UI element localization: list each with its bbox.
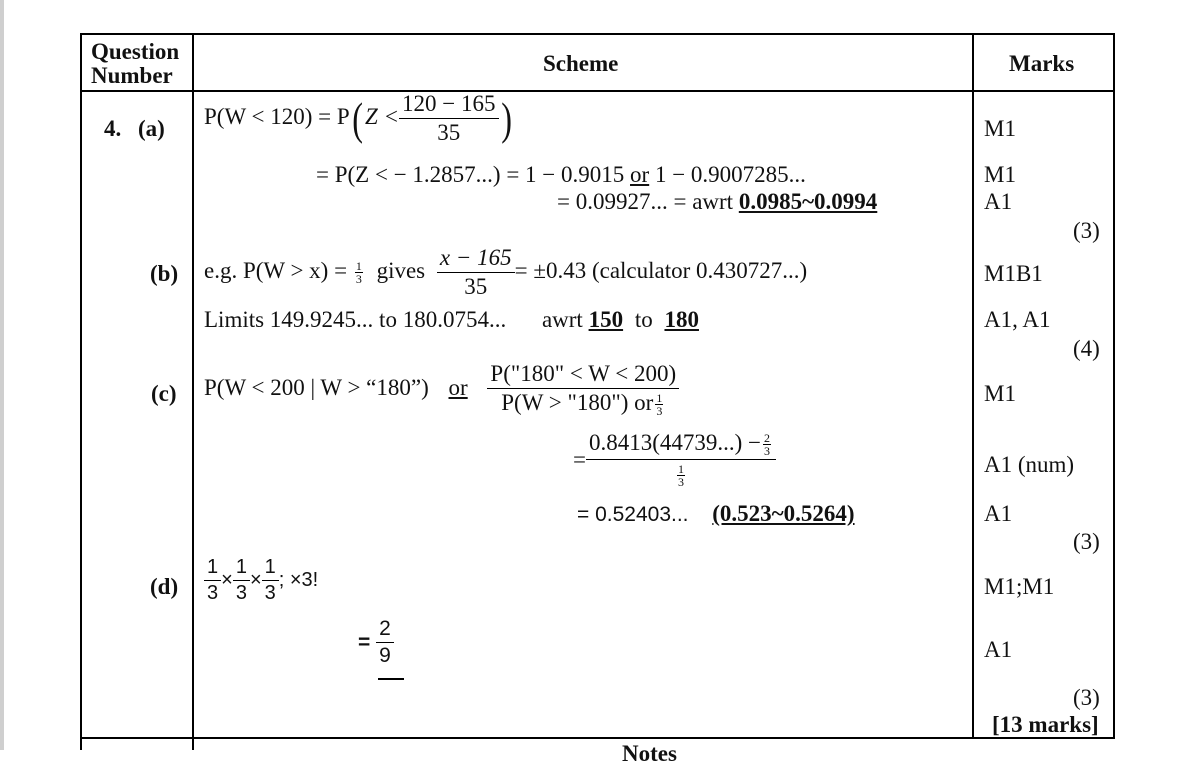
times-sign: × [221, 568, 233, 591]
column-divider-2 [972, 33, 974, 739]
two-thirds-denominator: 3 [764, 444, 771, 459]
part-a-total: (3) [1073, 218, 1100, 243]
part-c-mark-2: A1 (num) [984, 452, 1075, 477]
part-b-one-third [355, 260, 363, 285]
part-a-line2-or: or [630, 162, 650, 187]
part-c-line3-value: = 0.52403... [577, 503, 689, 526]
part-a-prob-expression: P(W < 120) = P [204, 103, 350, 129]
part-d-eq: = [358, 631, 371, 655]
factor-3-numerator: 1 [262, 557, 279, 581]
part-a-line3-prefix: = 0.09927... = awrt [557, 189, 734, 214]
factor-2-numerator: 1 [233, 557, 250, 581]
factor-3-denominator: 3 [264, 582, 276, 604]
part-a-mark-2: M1 [984, 162, 1016, 187]
part-b-gives: gives [376, 257, 426, 283]
open-paren: ( [351, 92, 363, 144]
header-question-line2: Number [91, 63, 173, 88]
notes-heading: Notes [622, 741, 677, 766]
part-b-line1 [204, 246, 807, 299]
part-b-standardise-fraction [437, 246, 515, 299]
column-divider-1 [192, 33, 194, 750]
part-b-line2 [204, 308, 699, 331]
part-c-or: or [448, 374, 468, 400]
one-third-numerator: 1 [656, 391, 663, 406]
part-a-mark-1: M1 [984, 116, 1016, 141]
part-c-line2-denominator [672, 460, 690, 488]
part-d-total: (3) [1073, 685, 1100, 710]
one-third-numerator: 1 [678, 462, 684, 477]
part-b-awrt: awrt [541, 307, 583, 332]
part-b-limits: Limits 149.9245... to 180.0754... [204, 307, 507, 332]
times-sign: × [249, 568, 262, 591]
part-a-mark-3: A1 [984, 189, 1013, 214]
part-c-line1 [204, 362, 679, 417]
part-c-two-thirds [763, 432, 771, 457]
part-a-standardise-fraction [399, 92, 498, 145]
part-a-line3 [557, 190, 877, 213]
part-a-label: (a) [138, 116, 165, 141]
close-paren: ) [500, 92, 512, 144]
table-right-border [1113, 33, 1115, 739]
factor-1-numerator: 1 [204, 557, 221, 581]
header-marks: Marks [1009, 51, 1075, 76]
part-d-factor-2 [233, 557, 250, 604]
part-d-answer-fraction [376, 618, 394, 667]
answer-numerator: 2 [376, 618, 394, 643]
part-d-line1 [204, 557, 318, 604]
part-c-denominator-one-third [677, 463, 685, 488]
one-third-numerator: 1 [355, 259, 362, 274]
part-b-fraction-denominator: 35 [464, 274, 488, 300]
part-d-mark-1: M1;M1 [984, 574, 1055, 599]
table-left-border [80, 33, 82, 750]
part-d-mark-2: A1 [984, 637, 1013, 662]
part-c-line2 [573, 431, 776, 488]
answer-denominator: 9 [379, 644, 391, 668]
part-b-z-value: = ±0.43 (calculator 0.430727...) [514, 257, 808, 283]
part-b-mark-2: A1, A1 [984, 307, 1051, 332]
part-d-factor-1 [204, 557, 221, 604]
part-c-conditional: P(W < 200 | W > “180”) [204, 374, 429, 400]
part-b-lower-limit: 150 [588, 307, 624, 332]
part-c-line2-eq: = [573, 447, 586, 473]
part-b-fraction-numerator: x − 165 [437, 246, 515, 273]
body-bottom-border [80, 737, 1115, 739]
part-c-line2-fraction [586, 431, 776, 488]
part-a-line2-main: = P(Z < − 1.2857...) = 1 − 0.9015 [316, 162, 625, 187]
part-b-label: (b) [150, 261, 179, 286]
part-c-mark-3: A1 [984, 501, 1013, 526]
part-b-to: to [634, 307, 653, 332]
part-b-upper-limit: 180 [664, 307, 699, 332]
part-a-line2-alt: 1 − 0.9007285... [654, 162, 806, 187]
one-third-denominator: 3 [355, 272, 362, 287]
part-c-one-third [655, 392, 663, 417]
part-c-line2-numerator-text: 0.8413(44739...) − [588, 430, 762, 455]
part-c-final-answer: (0.523~0.5264) [712, 501, 855, 526]
part-b-prob-expression: e.g. P(W > x) = [204, 257, 348, 283]
part-c-total: (3) [1073, 529, 1100, 554]
part-c-line2-numerator [586, 431, 776, 460]
header-question-line1: Question [91, 39, 180, 64]
one-third-denominator: 3 [678, 475, 684, 490]
question-number: 4. [104, 116, 122, 141]
part-a-fraction-denominator: 35 [437, 120, 461, 146]
part-a-final-answer: 0.0985~0.0994 [738, 189, 878, 214]
two-thirds-numerator: 2 [764, 431, 771, 446]
part-b-total: (4) [1073, 336, 1100, 361]
factor-1-denominator: 3 [207, 582, 219, 604]
part-d-answer-underline [378, 678, 404, 680]
part-d-label: (d) [150, 574, 179, 599]
part-c-conditional-fraction [487, 362, 679, 417]
part-d-factor-3 [262, 557, 279, 604]
grand-total-marks: [13 marks] [992, 712, 1099, 737]
part-b-mark-1: M1B1 [984, 261, 1043, 286]
part-c-fraction-numerator: P("180" < W < 200) [487, 362, 679, 389]
part-d-tail: ; ×3! [278, 568, 319, 591]
part-a-line2 [316, 163, 806, 186]
part-c-denominator-text: P(W > "180") or [501, 390, 654, 416]
part-a-z-inequality: Z < [364, 103, 400, 129]
part-c-mark-1: M1 [984, 381, 1016, 406]
one-third-denominator: 3 [656, 404, 663, 419]
part-c-label: (c) [151, 381, 177, 406]
header-question-number [91, 40, 179, 88]
part-a-fraction-numerator: 120 − 165 [399, 92, 498, 119]
part-c-line3 [577, 502, 855, 525]
part-d-line2 [358, 618, 394, 667]
header-scheme: Scheme [543, 51, 619, 76]
table-top-border [80, 33, 1115, 35]
part-c-fraction-denominator [498, 389, 668, 417]
factor-2-denominator: 3 [235, 582, 247, 604]
part-a-line1 [204, 92, 514, 145]
